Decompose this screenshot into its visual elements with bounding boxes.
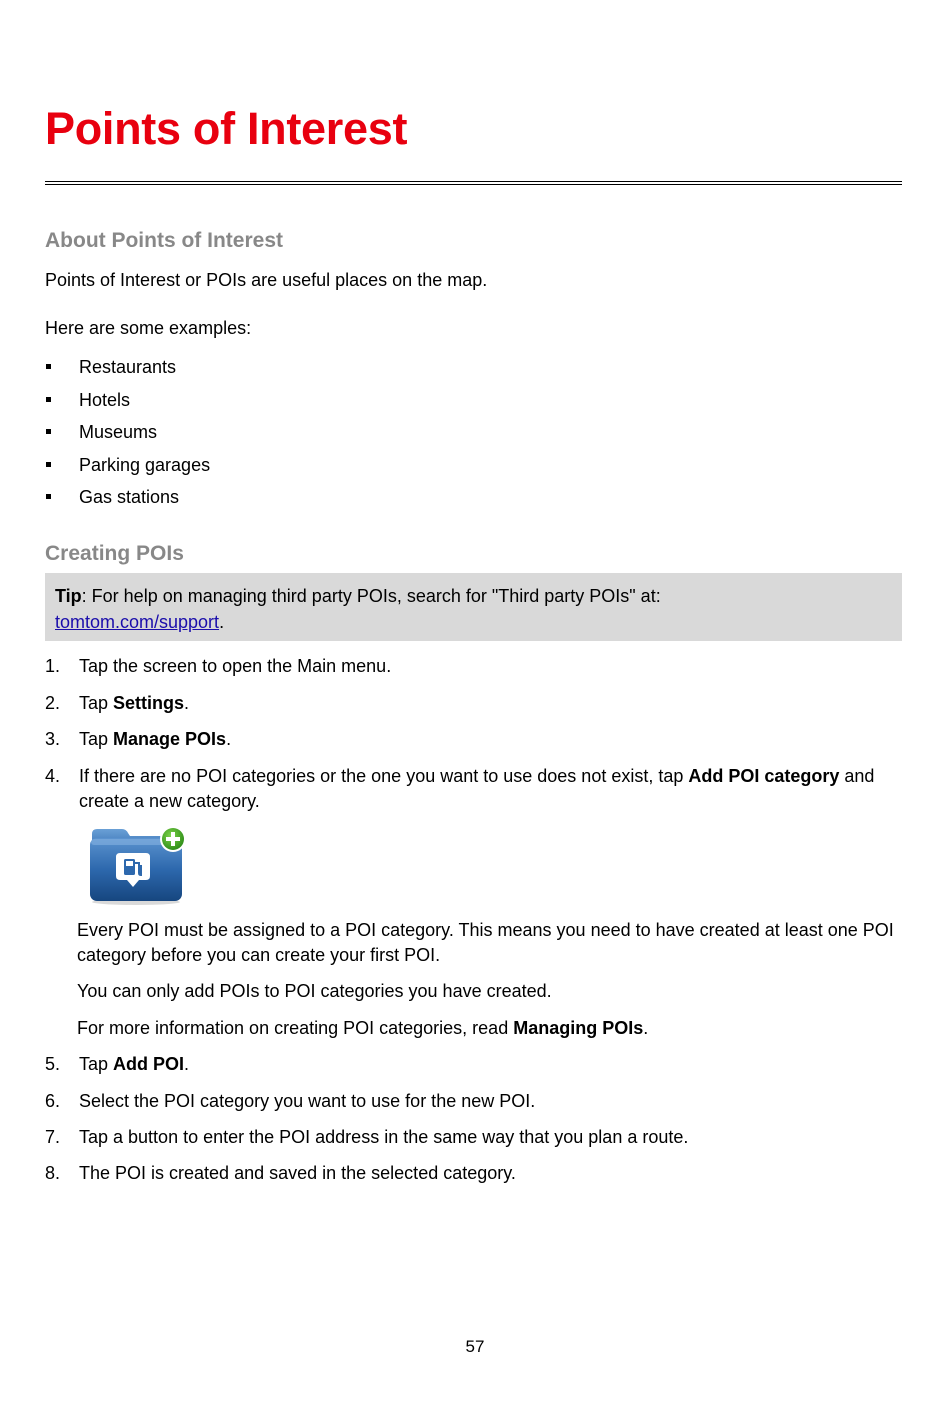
bullet-icon [46,397,51,402]
tip-link-period: . [219,612,225,632]
step-text: Tap Add POI. [79,1054,190,1074]
step-text: Tap Manage POIs. [79,729,232,749]
about-heading: About Points of Interest [45,229,283,252]
step-number: 4. [45,766,61,786]
list-item-label: Gas stations [79,487,180,507]
list-item [45,387,210,420]
step-number: 6. [45,1091,61,1111]
about-intro: Points of Interest or POIs are useful places on the map. [45,270,488,290]
add-poi-category-icon [88,824,192,906]
step-number: 1. [45,656,61,676]
step-text: If there are no POI categories or the one you want to use does not exist, tap Add POI category and create a new category. [79,766,875,811]
step-number: 7. [45,1127,61,1147]
page-number: 57 [465,1337,485,1356]
bullet-icon [46,364,51,369]
examples-lead: Here are some examples: [45,318,252,338]
list-item-label: Hotels [79,389,131,410]
tip-text: : For help on managing third party POIs, search for "Third party POIs" at: [81,586,661,606]
note-only-add: You can only add POIs to POI categories you have created. [77,981,552,1001]
managing-pois-ref: Managing POIs [513,1018,644,1038]
title-divider [45,181,902,185]
step-text: Tap the screen to open the Main menu. [79,656,392,676]
step-number: 5. [45,1054,61,1074]
step-number: 3. [45,729,61,749]
list-item-label: Museums [79,422,158,442]
note-more-info: For more information on creating POI categories, read Managing POIs. [77,1018,649,1038]
bullet-icon [46,462,51,467]
tip-box [45,573,902,641]
step-text: Tap a button to enter the POI address in the same way that you plan a route. [79,1127,689,1147]
step-text: Select the POI category you want to use for the new POI. [79,1091,536,1111]
step-number: 2. [45,693,61,713]
step-text: Tap Settings. [79,693,190,713]
page-title: Points of Interest [45,103,408,154]
bullet-icon [46,494,51,499]
examples-list [45,354,210,517]
bullet-icon [46,429,51,434]
list-item-label: Parking garages [79,454,211,475]
list-item [45,452,210,485]
list-item [45,354,210,387]
step-number: 8. [45,1163,61,1183]
list-item [45,484,210,517]
note-assign-category: Every POI must be assigned to a POI category. This means you need to have created at least one POI category before you can create your first POI. [77,920,894,965]
list-item [45,419,210,452]
step-text: The POI is created and saved in the selected category. [79,1163,516,1183]
list-item-label: Restaurants [79,357,177,377]
support-link[interactable]: tomtom.com/support [55,612,220,632]
tip-label: Tip [55,586,82,606]
creating-heading: Creating POIs [45,542,184,565]
